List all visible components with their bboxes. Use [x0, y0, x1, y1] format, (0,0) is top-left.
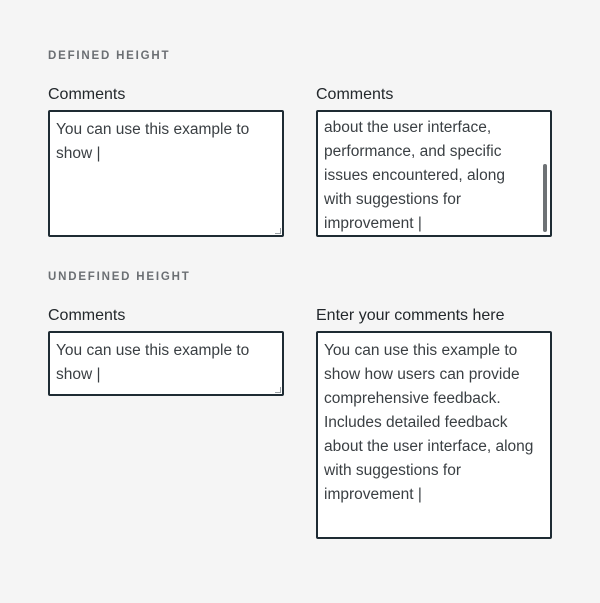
- textarea-value: You can use this example to show how users can provide comprehensive feedback. Includes detailed feedback about the user interface, along with suggestions for improvement |: [324, 342, 534, 503]
- comments-label-defined-right: Comments: [316, 86, 394, 103]
- textarea-value: about the user interface, performance, and specific issues encountered, along with suggestions for improvement |: [324, 119, 505, 232]
- comments-textarea-undefined-right[interactable]: [316, 331, 552, 539]
- scrollbar-thumb[interactable]: [543, 164, 547, 232]
- comments-textarea-defined-right[interactable]: [316, 110, 552, 237]
- comments-textarea-defined-left[interactable]: [48, 110, 284, 237]
- comments-label-undefined-left: Comments: [48, 307, 126, 324]
- resize-handle-icon[interactable]: [275, 228, 281, 234]
- textarea-value: You can use this example to show |: [56, 121, 250, 162]
- comments-label-defined-left: Comments: [48, 86, 126, 103]
- comments-textarea-undefined-left[interactable]: [48, 331, 284, 396]
- section-title-defined-height: DEFINED HEIGHT: [48, 50, 171, 62]
- comments-label-undefined-right: Enter your comments here: [316, 307, 505, 324]
- textarea-value: You can use this example to show |: [56, 342, 250, 383]
- resize-handle-icon[interactable]: [275, 387, 281, 393]
- section-title-undefined-height: UNDEFINED HEIGHT: [48, 271, 191, 283]
